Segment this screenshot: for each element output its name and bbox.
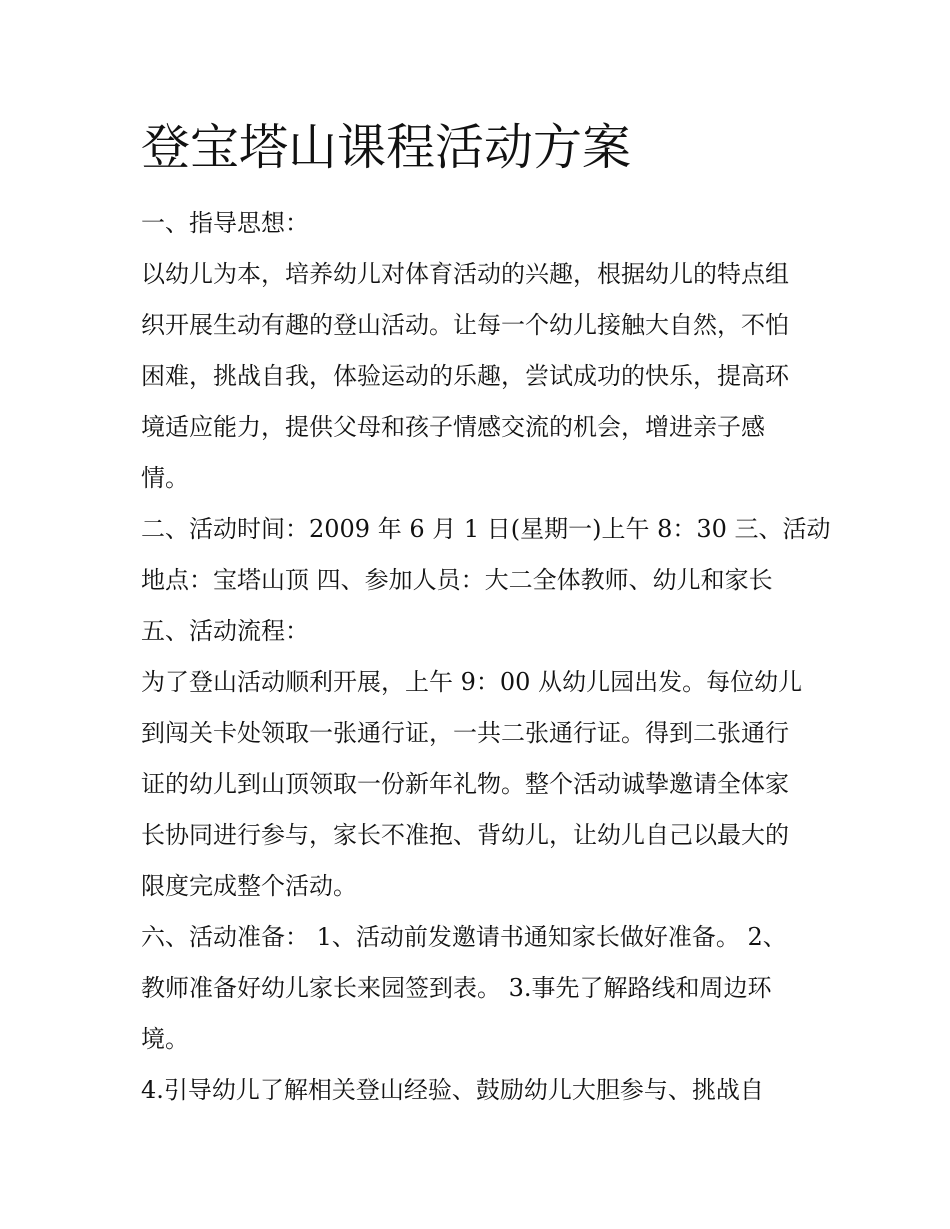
heading-activity-process: 五、活动流程： bbox=[141, 617, 309, 645]
paragraph-line: 以幼儿为本，培养幼儿对体育活动的兴趣，根据幼儿的特点组 bbox=[141, 260, 789, 288]
paragraph-line: 情。 bbox=[141, 464, 189, 492]
paragraph-line: 困难，挑战自我，体验运动的乐趣，尝试成功的快乐，提高环 bbox=[141, 362, 789, 390]
paragraph-line: 长协同进行参与，家长不准抱、背幼儿，让幼儿自己以最大的 bbox=[141, 821, 789, 849]
section-activity-preparation: 六、活动准备： 1、活动前发邀请书通知家长做好准备。 2、 bbox=[141, 923, 787, 951]
paragraph-line: 境。 bbox=[141, 1025, 189, 1053]
paragraph-line: 教师准备好幼儿家长来园签到表。 3.事先了解路线和周边环 bbox=[141, 974, 772, 1002]
paragraph-line: 证的幼儿到山顶领取一份新年礼物。整个活动诚挚邀请全体家 bbox=[141, 770, 789, 798]
paragraph-line: 4.引导幼儿了解相关登山经验、鼓励幼儿大胆参与、挑战自 bbox=[141, 1076, 764, 1104]
paragraph-line: 为了登山活动顺利开展，上午 9：00 从幼儿园出发。每位幼儿 bbox=[141, 668, 803, 696]
heading-guiding-ideology: 一、指导思想： bbox=[141, 209, 309, 237]
paragraph-line: 境适应能力，提供父母和孩子情感交流的机会，增进亲子感 bbox=[141, 413, 765, 441]
paragraph-line: 到闯关卡处领取一张通行证，一共二张通行证。得到二张通行 bbox=[141, 719, 789, 747]
document-body bbox=[141, 198, 831, 1116]
section-activity-time: 二、活动时间：2009 年 6 月 1 日(星期一)上午 8：30 三、活动 bbox=[141, 515, 831, 543]
section-location-participants: 地点：宝塔山顶 四、参加人员：大二全体教师、幼儿和家长 bbox=[141, 566, 773, 594]
paragraph-line: 织开展生动有趣的登山活动。让每一个幼儿接触大自然，不怕 bbox=[141, 311, 789, 339]
document-title: 登宝塔山课程活动方案 bbox=[141, 119, 632, 176]
paragraph-line: 限度完成整个活动。 bbox=[141, 872, 357, 900]
